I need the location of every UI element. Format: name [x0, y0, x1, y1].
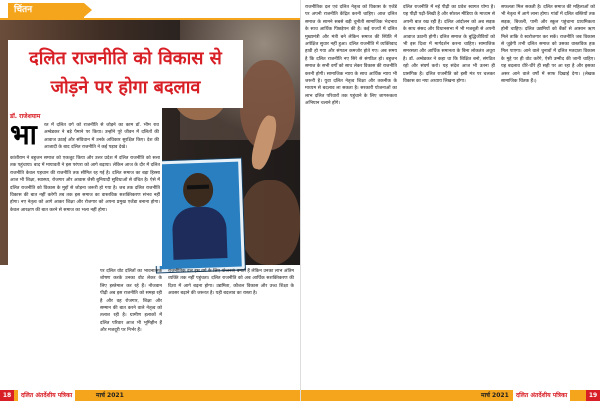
crowd-figure — [240, 180, 300, 265]
right-column-1: राजनीतिक दल एवं दलित नेतृत्व को विकास के एजेंडे पर अपनी राजनीति केंद्रित करनी चाहिए। आज दलित समाज के सामने सबसे बड़ी चुनौती सामाजिक भेदभाव के साथ आर्थिक पिछड़ेपन की है। कई राज्यों में दलित मुख्यमंत्री और मंत्री बने लेकिन समाज की स्थिति में अपेक्षित सुधार नहीं हुआ। दलित राजनीति में व्यक्तिवाद हावी हो गया और संगठन कमजोर होते गए। अब समय है कि दलित राजनीति नए सिरे से संगठित हो। बहुजन समाज के सभी वर्गों को साथ लेकर विकास की राजनीति करनी होगी। सामाजिक न्याय के साथ आर्थिक न्याय भी जरूरी है। युवा दलित नेतृत्व शिक्षा और तकनीक के माध्यम से बदलाव ला सकता है। सरकारी योजनाओं का लाभ दलित परिवारों तक पहुंचाने के लिए जागरूकता अभियान चलाने होंगे। — [305, 5, 397, 107]
author-byline: डॉ. राजेशयाम — [10, 113, 41, 120]
page-number: 18 — [0, 390, 14, 401]
headline — [8, 44, 243, 102]
headline-line-1: दलित राजनीति को विकास से — [29, 48, 222, 69]
right-column-3: सफलता मिल सकती है। दलित समाज की महिलाओं को भी नेतृत्व में आगे लाना होगा। गांवों में दलित बस्तियों तक सड़क, बिजली, पानी और स्कूल पहुंचाना प्राथमिकता होनी चाहिए। दलित उद्यमियों को बैंकों से आसान ऋण मिले ताकि वे स्वरोजगार कर सकें। राजनीति जब विकास से जुड़ेगी तभी दलित समाज को उसका वास्तविक हक मिल पाएगा। आने वाले चुनावों में दलित मतदाता विकास के मुद्दे पर ही वोट करेंगे, ऐसी उम्मीद की जानी चाहिए। यह बदलाव धीरे-धीरे ही सही पर आ रहा है और इसका असर आने वाले वर्षों में साफ दिखाई देगा। (लेखक सामाजिक चिंतक हैं।) — [501, 5, 595, 85]
portrait-placard — [153, 158, 245, 272]
left-column-2: पर दलित वोट दलितों का भावनात्मक शोषण करके उनका वोट लेकर के लिए इस्तेमाल कर रहे हैं। नौजवान पीढ़ी अब इस राजनीति को समझ रही है और वह रोजगार, शिक्षा और सम्मान की बात करने वाले नेतृत्व को तलाश रही है। ग्रामीण इलाकों में दलित परिवार आज भी भूमिहीन हैं और मजदूरी पर निर्भर हैं। — [100, 269, 162, 334]
issue-month: मार्च 2021 — [96, 392, 124, 399]
left-column-3: राजनीतिक दल इस वर्ग के लिए योजनाएं बनाते हैं लेकिन उनका लाभ अंतिम व्यक्ति तक नहीं पहुंचता। दलित राजनीति को अब आर्थिक सशक्तिकरण की दिशा में आगे बढ़ना होगा। उद्यमिता, कौशल विकास और उच्च शिक्षा के अवसर बढ़ाने की जरूरत है। यही बदलाव का रास्ता है। — [168, 269, 294, 297]
left-column-1-top: रत में दलित वर्ग को राजनीति से जोड़ने का काम डॉ. भीम राव अम्बेडकर ने बड़े पैमाने पर किया। उन्होंने पूरे जीवन में दलितों की आवाज उठाई और संविधान में उनके अधिकार सुरक्षित किए। देश की आजादी के बाद दलित राजनीति ने कई पड़ाव देखे। — [44, 123, 159, 151]
left-column-1: कांशीराम ने बहुजन समाज को एकजुट किया और उत्तर प्रदेश में दलित राजनीति को सत्ता तक पहुंचाया। बाद में मायावती ने इस परंपरा को आगे बढ़ाया। लेकिन आज के दौर में दलित राजनीति केवल पहचान की राजनीति तक सीमित रह गई है। दलित समाज का बड़ा हिस्सा आज भी शिक्षा, स्वास्थ्य, रोजगार और आवास जैसी बुनियादी सुविधाओं से वंचित है। ऐसे में दलित राजनीति को विकास के मुद्दों से जोड़ना जरूरी हो गया है। जब तक दलित राजनीति विकास की बात नहीं करेगी तब तक इस समाज का वास्तविक सशक्तिकरण संभव नहीं होगा। नए नेतृत्व को आगे आकर शिक्षा और रोजगार को अपना प्रमुख एजेंडा बनाना होगा। केवल आरक्षण की बात करने से समाज का भला नहीं होगा। — [10, 156, 160, 213]
section-tag: चिंतन — [8, 3, 84, 18]
portrait-suit — [172, 206, 228, 260]
right-page — [301, 0, 600, 401]
headline-line-2: जोड़ने पर होगा बदलाव — [50, 77, 201, 98]
page-number: 19 — [586, 390, 600, 401]
magazine-name: दलित अंतर्देशीय पत्रिका — [513, 390, 570, 401]
portrait-glasses — [187, 185, 209, 190]
left-footer — [0, 390, 300, 401]
issue-month: मार्च 2021 — [481, 392, 509, 399]
portrait-face — [183, 173, 214, 208]
magazine-name: दलित अंतर्देशीय पत्रिका — [18, 390, 75, 401]
right-footer — [301, 390, 600, 401]
drop-cap: भा — [10, 118, 37, 151]
right-column-2: दलित राजनीति में नई पीढ़ी का प्रवेश स्वागत योग्य है। यह पीढ़ी पढ़ी-लिखी है और सोशल मीडिया के माध्यम से अपनी बात रख रही है। दलित आंदोलन को अब सड़क के साथ संसद और विधानसभा में भी मजबूती से अपनी आवाज उठानी होगी। दलित समाज के बुद्धिजीवियों को भी इस दिशा में मार्गदर्शन करना चाहिए। सामाजिक समरसता और आर्थिक समानता के बिना लोकतंत्र अधूरा है। डॉ. अम्बेडकर ने कहा था कि शिक्षित बनो, संगठित रहो और संघर्ष करो। यह संदेश आज भी उतना ही प्रासंगिक है। दलित राजनीति को इसी मंत्र पर चलकर विकास का नया अध्याय लिखना होगा। — [403, 5, 495, 85]
